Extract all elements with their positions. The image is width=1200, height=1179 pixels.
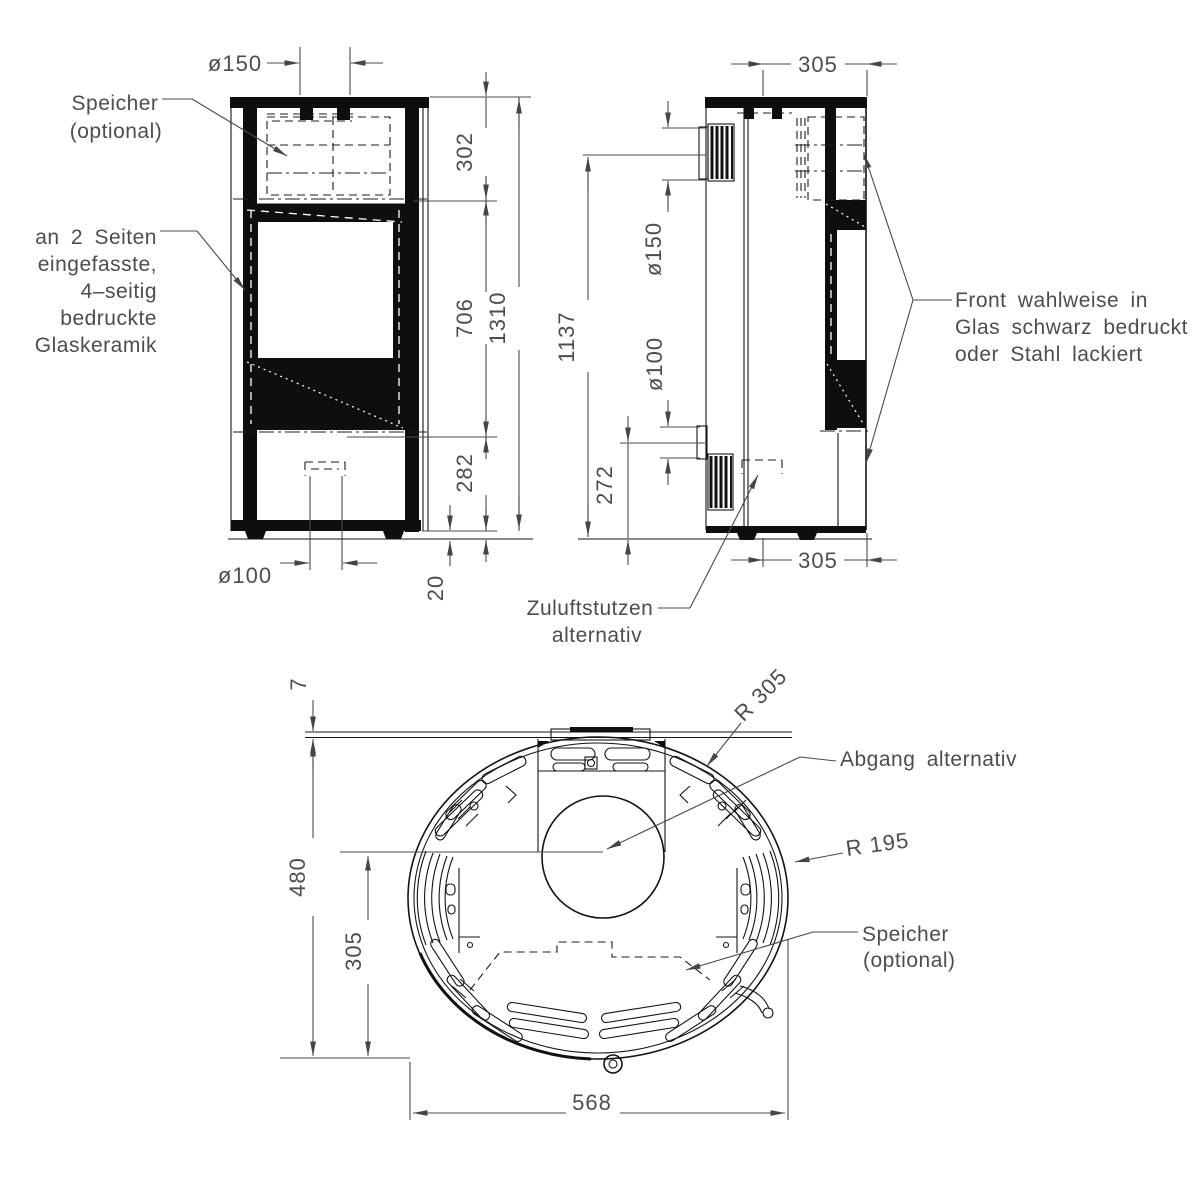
label-plan-speicher-1: Speicher — [862, 923, 949, 946]
dim-305-bottom: 305 — [798, 548, 838, 573]
dim-568: 568 — [572, 1090, 612, 1115]
front-foot-right — [383, 531, 404, 539]
front-glass-panel — [245, 204, 405, 430]
dim-282: 282 — [452, 453, 477, 493]
label-glass-3: 4–seitig — [80, 280, 157, 303]
dim-480: 480 — [285, 857, 310, 897]
label-front-note-2: Glas schwarz bedruckt — [955, 316, 1188, 339]
dim-706: 706 — [452, 298, 477, 338]
dim-7: 7 — [286, 677, 311, 691]
dim-305-plan: 305 — [341, 931, 366, 971]
dim-272: 272 — [592, 465, 617, 505]
dim-1310: 1310 — [485, 291, 510, 345]
front-window — [258, 222, 393, 358]
dim-flue-side: ø150 — [641, 221, 666, 277]
dim-r195: R 195 — [844, 827, 911, 861]
label-glass-5: Glaskeramik — [34, 334, 157, 357]
dim-r305: R 305 — [729, 663, 793, 727]
dim-20: 20 — [423, 574, 448, 602]
label-plan-speicher-2: (optional) — [863, 949, 956, 972]
label-speicher-1: Speicher — [71, 92, 159, 115]
dim-1137: 1137 — [554, 311, 579, 363]
label-zuluft-2: alternativ — [551, 624, 643, 647]
dim-inlet-side: ø100 — [642, 336, 667, 392]
label-abgang: Abgang alternativ — [840, 748, 1017, 771]
label-glass-2: eingefasste, — [37, 253, 157, 276]
dim-302: 302 — [452, 132, 477, 172]
front-foot-left — [245, 531, 266, 539]
dim-305-top: 305 — [798, 52, 838, 77]
label-glass-1: an 2 Seiten — [35, 226, 157, 249]
dim-inlet-front: ø100 — [217, 563, 273, 588]
label-front-note-3: oder Stahl lackiert — [955, 343, 1143, 366]
label-speicher-2: (optional) — [69, 120, 163, 143]
label-front-note-1: Front wahlweise in — [955, 289, 1148, 312]
dim-flue-top: ø150 — [207, 51, 263, 76]
label-zuluft-1: Zuluftstutzen — [526, 597, 654, 620]
label-glass-4: bedruckte — [60, 307, 157, 330]
